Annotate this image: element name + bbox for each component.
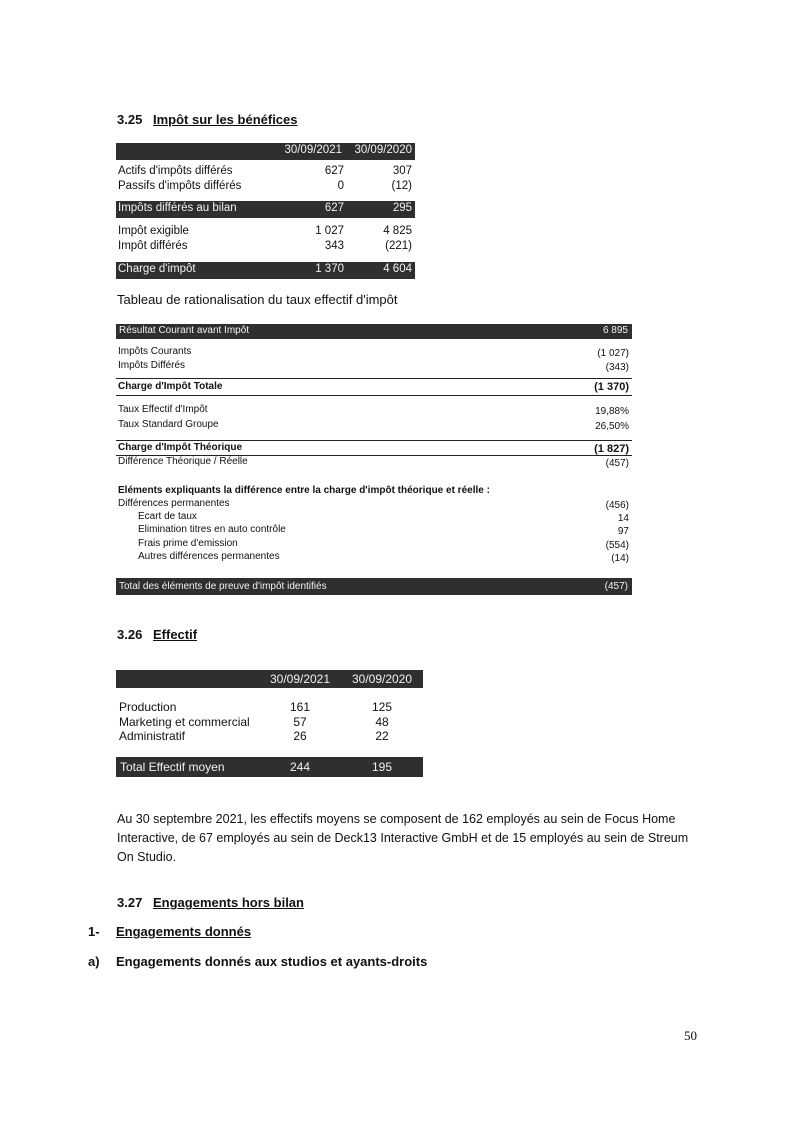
table-cell: (343): [605, 362, 629, 373]
table-cell: 48: [375, 715, 389, 729]
table-cell: 1 027: [315, 225, 344, 237]
charge-theorique-label: Charge d'Impôt Théorique: [118, 442, 243, 453]
table-row-label: Différence Théorique / Réelle: [118, 456, 248, 467]
subsection-letter: a): [88, 954, 100, 969]
elements-heading: Eléments expliquants la différence entre la charge d'impôt théorique et réelle :: [118, 485, 490, 496]
table-cell: (14): [611, 553, 629, 564]
table-cell: 343: [324, 240, 344, 252]
rational-header-value: 6 895: [602, 325, 628, 336]
subsection-number: 1-: [88, 924, 100, 939]
col-header-2020: 30/09/2020: [354, 144, 412, 156]
table-row-label: Différences permanentes: [118, 498, 230, 509]
table-cell: (12): [391, 180, 412, 192]
tax-table-header: [116, 143, 415, 160]
table-cell: 125: [371, 700, 393, 714]
table-cell: (221): [385, 240, 412, 252]
table-cell: (456): [605, 500, 629, 511]
charge-totale-value: (1 370): [594, 381, 629, 393]
table-cell: 4 825: [383, 225, 412, 237]
table-row-label: Actifs d'impôts différés: [118, 165, 233, 177]
divider: [116, 440, 632, 441]
table-cell: 97: [617, 526, 629, 537]
subsection-title: Engagements donnés: [116, 924, 252, 939]
staff-total-2021: 244: [289, 760, 311, 774]
total-2020: 4 604: [383, 263, 412, 275]
total-row: [116, 262, 415, 279]
table-caption: Tableau de rationalisation du taux effectif d'impôt: [117, 292, 398, 307]
section-title: Impôt sur les bénéfices: [153, 112, 298, 127]
subtotal-row: [116, 201, 415, 218]
table-row-label: Ecart de taux: [138, 511, 197, 522]
table-cell: (554): [605, 540, 629, 551]
staff-paragraph: Au 30 septembre 2021, les effectifs moyens se composent de 162 employés au sein de Focus Home Interactive, de 67 employés au sein de Deck13 Interactive GmbH et de 15 employés au sein de Streum On Studio.: [117, 812, 689, 864]
subtotal-2020: 295: [392, 202, 412, 214]
table-row-label: Administratif: [119, 729, 186, 743]
col-header-2020: 30/09/2020: [351, 672, 413, 686]
table-cell: 57: [293, 715, 307, 729]
table-cell: 161: [289, 700, 311, 714]
section-number: 3.26: [117, 627, 143, 642]
staff-total-label: Total Effectif moyen: [120, 760, 225, 774]
table-cell: 19,88%: [595, 406, 629, 417]
subsection-title-a: Engagements donnés aux studios et ayants-droits: [116, 954, 428, 969]
charge-totale-label: Charge d'Impôt Totale: [118, 381, 223, 392]
subtotal-2021: 627: [324, 202, 344, 214]
staff-table-header: [116, 670, 423, 688]
rational-total-label: Total des éléments de preuve d'impôt identifiés: [119, 581, 327, 592]
section-title: Effectif: [153, 627, 198, 642]
table-cell: 307: [392, 165, 412, 177]
table-row-label: Taux Effectif d'Impôt: [118, 404, 208, 415]
table-row-label: Passifs d'impôts différés: [118, 180, 242, 192]
table-row-label: Production: [119, 700, 177, 714]
table-cell: 14: [617, 513, 629, 524]
page-number: 50: [684, 1028, 697, 1043]
table-row-label: Elimination titres en auto contrôle: [138, 524, 286, 535]
divider: [116, 378, 632, 379]
table-cell: 22: [375, 729, 389, 743]
section-title: Engagements hors bilan: [153, 895, 304, 910]
table-cell: (1 027): [597, 348, 629, 359]
table-row-label: Impôt exigible: [118, 225, 189, 237]
table-cell: 26,50%: [595, 421, 629, 432]
table-cell: 0: [337, 180, 344, 192]
table-row-label: Taux Standard Groupe: [118, 419, 219, 430]
staff-total-2020: 195: [371, 760, 393, 774]
table-row-label: Impôts Courants: [118, 346, 192, 357]
col-header-2021: 30/09/2021: [284, 144, 342, 156]
section-number: 3.27: [117, 895, 143, 910]
subtotal-label: Impôts différés au bilan: [118, 202, 237, 214]
table-row-label: Marketing et commercial: [119, 715, 250, 729]
col-header-2021: 30/09/2021: [269, 672, 331, 686]
rational-header-label: Résultat Courant avant Impôt: [119, 325, 250, 336]
table-cell: (457): [605, 458, 629, 469]
table-row-label: Frais prime d'emission: [138, 538, 238, 549]
total-2021: 1 370: [315, 263, 344, 275]
charge-theorique-value: (1 827): [594, 443, 629, 455]
divider: [116, 395, 632, 396]
rational-header-row: [116, 324, 632, 339]
table-row-label: Autres différences permanentes: [138, 551, 280, 562]
rational-total-value: (457): [604, 581, 628, 592]
rational-total-row: [116, 578, 632, 595]
table-cell: 627: [324, 165, 344, 177]
table-cell: 26: [293, 729, 307, 743]
table-row-label: Impôt différés: [118, 240, 188, 252]
table-row-label: Impôts Différés: [118, 360, 186, 371]
staff-total-row: [116, 757, 423, 777]
section-number: 3.25: [117, 112, 143, 127]
total-label: Charge d'impôt: [118, 263, 196, 275]
